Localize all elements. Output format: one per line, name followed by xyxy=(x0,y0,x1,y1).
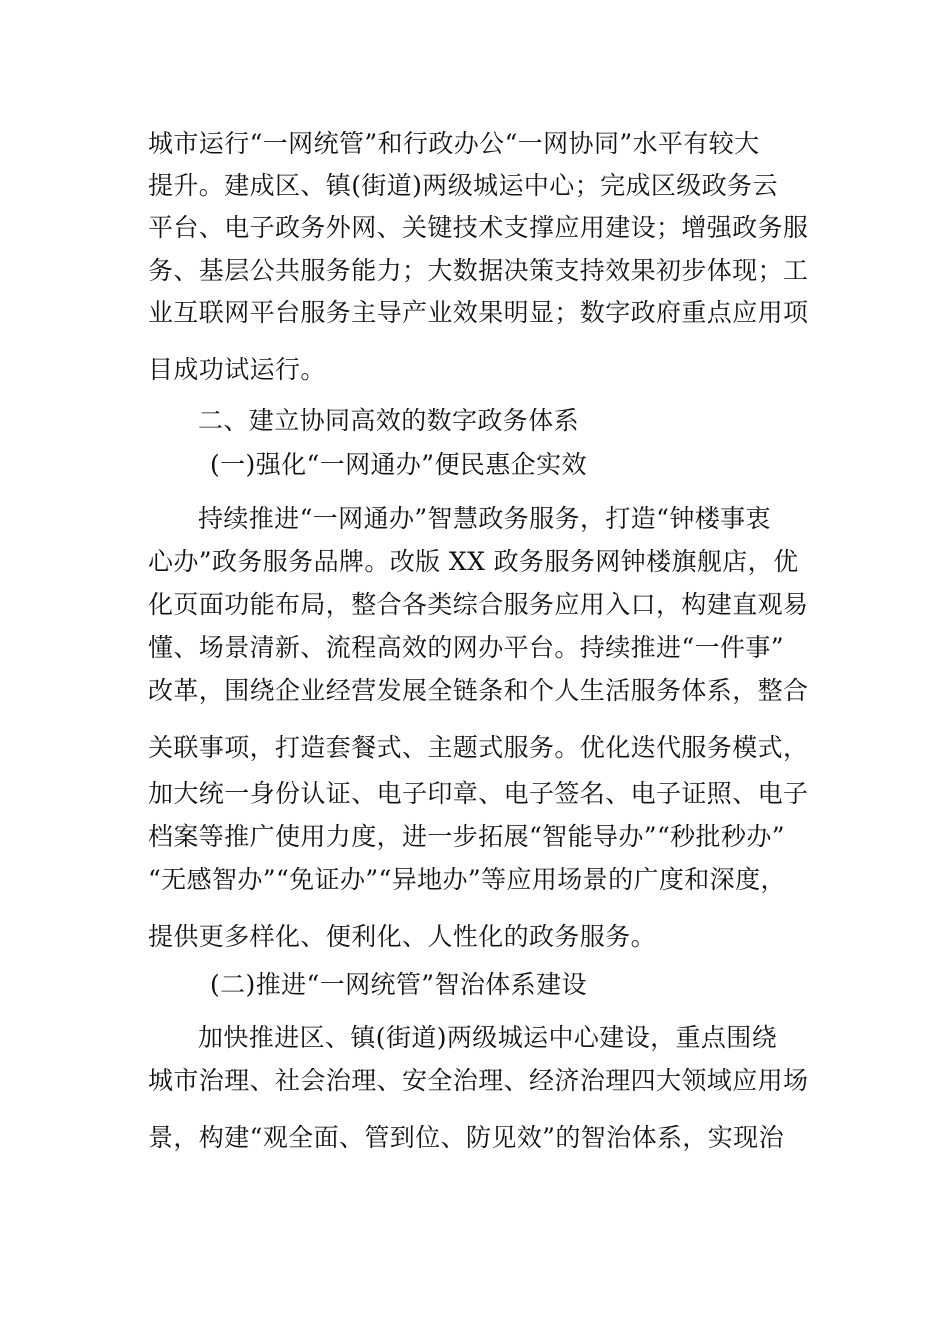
paragraph-line: 业互联网平台服务主导产业效果明显；数字政府重点应用项 xyxy=(148,298,808,327)
paragraph-line: 城市运行“一网统管”和行政办公“一网协同”水平有较大 xyxy=(148,129,760,158)
paragraph-line: 目成功试运行。 xyxy=(148,355,326,384)
paragraph-line: 提供更多样化、便利化、人性化的政务服务。 xyxy=(148,922,657,951)
paragraph-line: 务、基层公共服务能力；大数据决策支持效果初步体现；工 xyxy=(148,256,808,285)
paragraph-line: 加快推进区、镇(街道)两级城运中心建设，重点围绕 xyxy=(198,1023,778,1052)
paragraph-line: 持续推进“一网通办”智慧政务服务，打造“钟楼事衷 xyxy=(198,504,771,533)
paragraph-line: 档案等推广使用力度，进一步拓展“智能导办”“秒批秒办” xyxy=(148,822,785,851)
paragraph-line: 平台、电子政务外网、关键技术支撑应用建设；增强政务服 xyxy=(148,213,808,242)
paragraph-line: 关联事项，打造套餐式、主题式服务。优化迭代服务模式， xyxy=(148,733,808,762)
section-heading: 二、建立协同高效的数字政务体系 xyxy=(198,406,580,435)
paragraph-line: 提升。建成区、镇(街道)两级城运中心；完成区级政务云 xyxy=(148,171,778,200)
paragraph-line: “无感智办”“免证办”“异地办”等应用场景的广度和深度， xyxy=(148,865,786,894)
subsection-heading: (一)强化“一网通办”便民惠企实效 xyxy=(210,450,587,479)
subsection-heading: (二)推进“一网统管”智治体系建设 xyxy=(210,970,587,999)
paragraph-line: 懂、场景清新、流程高效的网办平台。持续推进“一件事” xyxy=(148,633,784,662)
paragraph-line: 化页面功能布局，整合各类综合服务应用入口，构建直观易 xyxy=(148,590,808,619)
paragraph-line: 心办”政务服务品牌。改版 XX 政务服务网钟楼旗舰店，优 xyxy=(148,547,799,576)
paragraph-line: 改革，围绕企业经营发展全链条和个人生活服务体系，整合 xyxy=(148,676,808,705)
paragraph-line: 加大统一身份认证、电子印章、电子签名、电子证照、电子 xyxy=(148,779,808,808)
paragraph-line: 景，构建“观全面、管到位、防见效”的智治体系，实现治 xyxy=(148,1123,784,1152)
paragraph-line: 城市治理、社会治理、安全治理、经济治理四大领域应用场 xyxy=(148,1066,808,1095)
